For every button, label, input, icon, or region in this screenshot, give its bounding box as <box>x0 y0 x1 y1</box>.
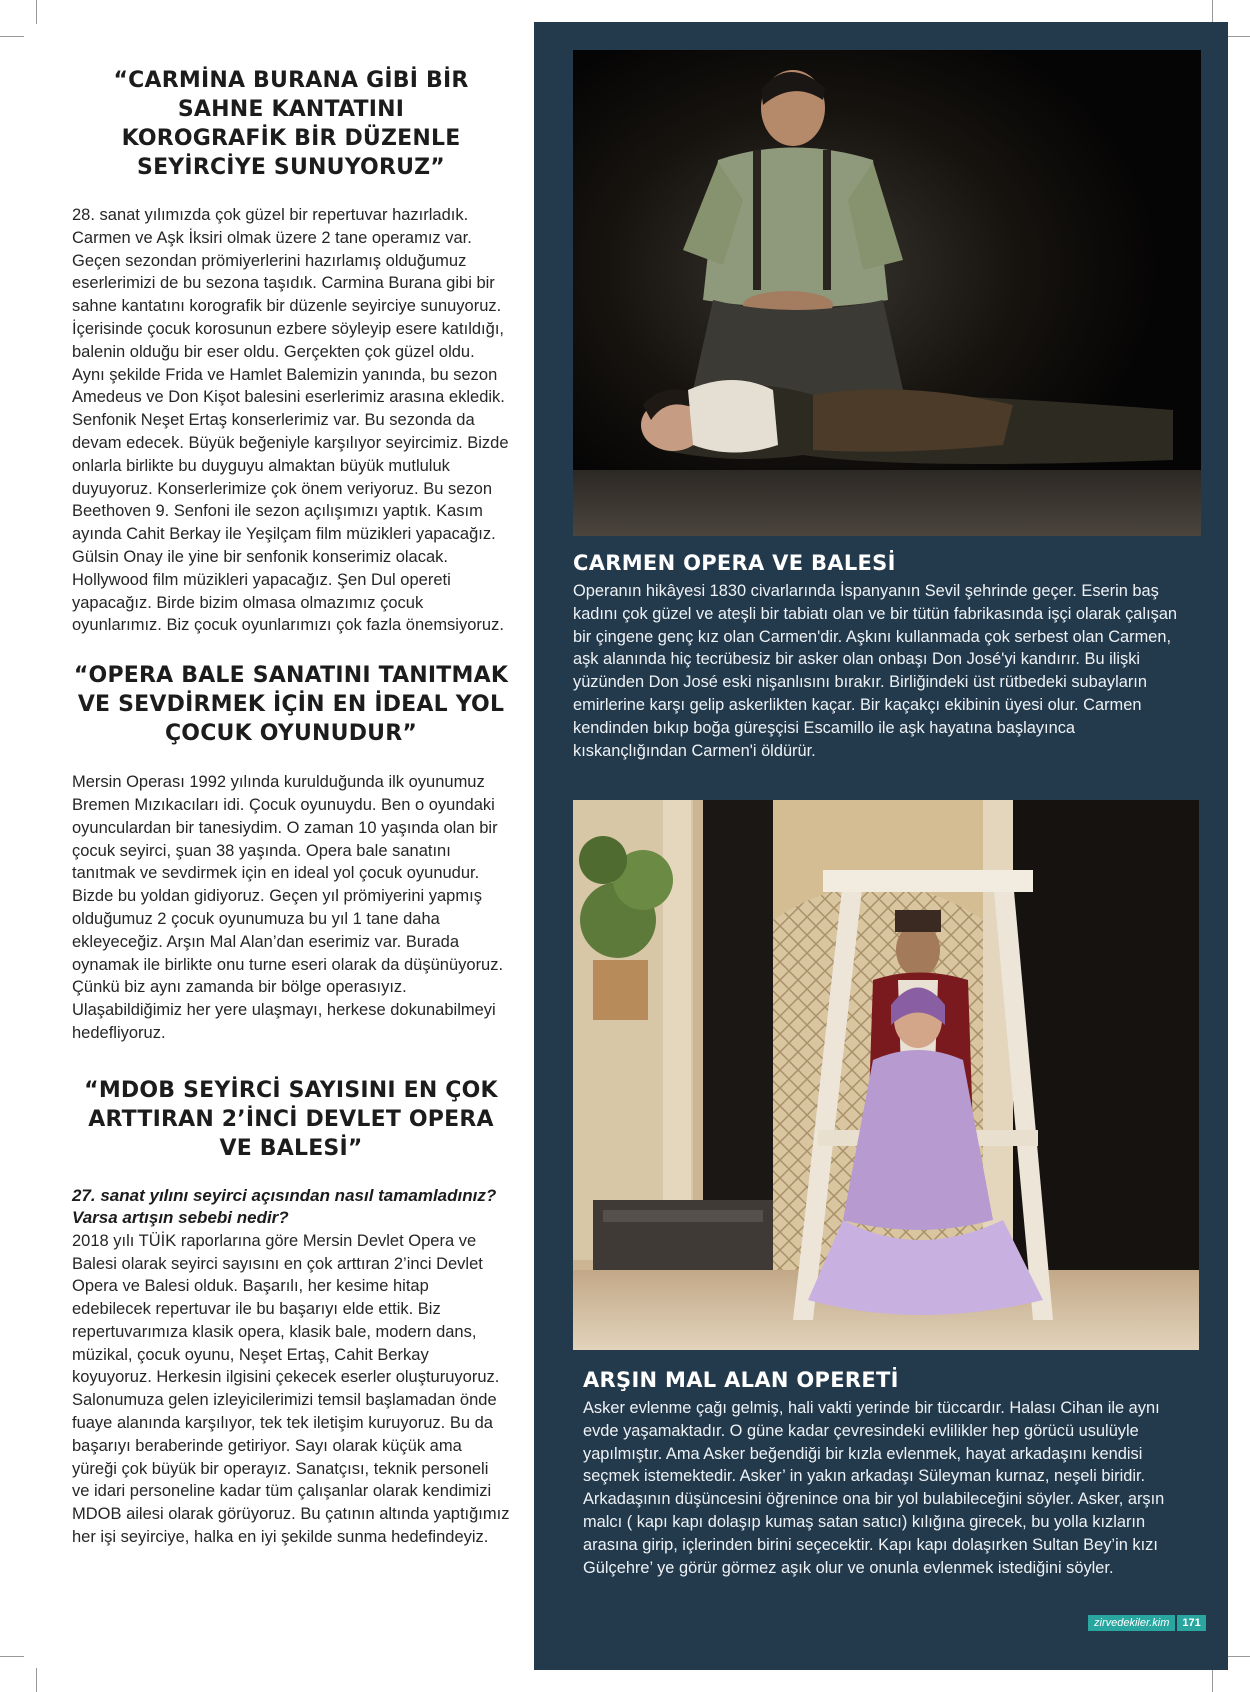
carmen-photo-illustration <box>573 50 1201 536</box>
crop-mark <box>1212 0 1213 24</box>
arsin-photo-illustration <box>573 800 1199 1350</box>
section-heading-children-plays: “OPERA BALE SANATINI TANITMAK VE SEVDİRMEK İÇİN EN İDEAL YOL ÇOCUK OYUNUDUR” <box>73 663 509 747</box>
crop-mark <box>1226 36 1250 37</box>
carmen-synopsis: Operanın hikâyesi 1830 civarlarında İspanyanın Sevil şehrinde geçer. Eserin baş kadını çok güzel ve ateşli bir tabiatı olan ve bir tütün fabrikasında işçi olarak çalışan bir çingene genç kız olan Carmen'dir. Aşkını kullanmada çok serbest olan Carmen, aşk alanında hiç tecrübesiz bir asker olan onbaşı Don José'yi kandırır. Bu ilişki yüzünden Don José eski nişanlısını bırakır. Birliğindeki üst rütbedeki subayların emirlerine karşı gelip askerlikten kaçar. Bir kaçakçı ekibinin üyesi olur. Carmen kendinden bıkıp boğa güreşçisi Escamillo ile aşk hayatına başlayınca kıskançlığından Carmen'i öldürür. <box>573 582 1178 760</box>
paragraph-mersin-opera-history: Mersin Operası 1992 yılında kurulduğunda ilk oyunumuz Bremen Mızıkacıları idi. Çocuk oyunuydu. Ben o oyundaki oyunculardan bir tanesiydim. O zaman 10 yaşında olan bir çocuk seyirci, şuan 38 yaşında. Opera bale sanatını tanıtmak ve sevdirmek için en ideal yol çocuk oyunudur. Bizde bu yoldan gidiyoruz. Geçen yıl prömiyerini yapmış olduğumuz 2 çocuk oyunumuza bu yıl 1 tane daha ekleyeceğiz. Arşın Mal Alan’dan eserimiz var. Burada oynamak ile birlikte onu turne eseri olarak da düşünüyoruz. Çünkü biz aynı zamanda bir bölge operasıyız. Ulaşabildiğimiz her yere ulaşmayı, herkese dokunabilmeyi hedefliyoruz. <box>72 773 504 1042</box>
article-left-column <box>72 66 510 1549</box>
crop-mark <box>36 1668 37 1692</box>
carmen-title: CARMEN OPERA VE BALESİ <box>573 551 896 575</box>
crop-mark <box>0 1656 24 1657</box>
paragraph-repertoire: 28. sanat yılımızda çok güzel bir repertuvar hazırladık. Carmen ve Aşk İksiri olmak üzere 2 tane operamız var. Geçen sezondan prömiyerlerini hazırlamış olduğumuz eserlerimizi de bu sezona taşıdık. Carmina Burana gibi bir sahne kantatını korografik bir düzenle seyirciye sunuyoruz. İçerisinde çocuk korosunun ezbere söyleyip esere katıldığı, balenin olduğu bir eser oldu. Gerçekten çok güzel oldu. Aynı şekilde Frida ve Hamlet Balemizin yanında, bu sezon Amedeus ve Don Kişot balesini eserlerimiz arasına ekledik. Senfonik Neşet Ertaş konserlerimiz var. Bu sezonda da devam edecek. Büyük beğeniyle karşılıyor seyircimiz. Bizde onlarla birlikte bu duyguyu almaktan büyük mutluluk duyuyoruz. Konserlerimize çok önem veriyoruz. Bu sezon Beethoven 9. Senfoni ile sezon açılışımızı yaptık. Kasım ayında Cahit Berkay ile Yeşilçam film müzikleri yapacağız. Gülsin Onay ile yine bir senfonik konserimiz olacak. Hollywood film müzikleri yapacağız. Şen Dul opereti yapacağız. Birde bizim olmasa olmazımız çocuk oyunlarımız. Biz çocuk oyunlarımızı çok fazla önemsiyoruz. <box>72 206 509 635</box>
section-heading-audience-growth: “MDOB SEYİRCİ SAYISINI EN ÇOK ARTTIRAN 2’İNCİ DEVLET OPERA VE BALESİ” <box>84 1077 498 1161</box>
carmen-stage-photo <box>573 50 1201 536</box>
arsin-mal-alan-stage-photo <box>573 800 1199 1350</box>
arsin-mal-alan-synopsis: Asker evlenme çağı gelmiş, hali vakti yerinde bir tüccardır. Halası Cihan ile aynı evde yaşamaktadır. O güne kadar çevresindeki evlilikler hep görücü usulüyle yapılmıştır. Ama Asker beğendiği bir kızla evlenmek, hayat arkadaşını kendisi seçmek istemektedir. Asker’ in yakın arkadaşı Süleyman kurnaz, neşeli biridir. Arkadaşının düşüncesini öğrenince ona bir yol bulabileceğini söyler. Asker, arşın malcı ( kapı kapı dolaşıp kumaş satan satıcı) kılığına girecek, bu yolla kızların arasına girip, içlerinden birini seçecektir. Kapı kapı dolaşırken Sultan Bey’in kızı Gülçehre’ ye görür görmez aşık olur ve onunla evlenmek istediğini söyler. <box>583 1399 1165 1577</box>
section-heading-carmina: “CARMİNA BURANA GİBİ BİR SAHNE KANTATINI KOROGRAFİK BİR DÜZENLE SEYİRCİYE SUNUYORUZ” <box>113 68 469 180</box>
crop-mark <box>1226 1656 1250 1657</box>
crop-mark <box>0 36 24 37</box>
arsin-mal-alan-title: ARŞIN MAL ALAN OPERETİ <box>583 1368 899 1392</box>
crop-mark <box>1212 1668 1213 1692</box>
crop-mark <box>36 0 37 24</box>
page-footer <box>1088 1614 1206 1632</box>
interview-question: 27. sanat yılını seyirci açısından nasıl tamamladınız? Varsa artışın sebebi nedir? <box>72 1185 497 1228</box>
page-number: 171 <box>1177 1615 1205 1631</box>
paragraph-audience-answer: 2018 yılı TÜİK raporlarına göre Mersin Devlet Opera ve Balesi olarak seyirci sayısını en çok arttıran 2’inci Devlet Opera ve Balesi olduk. Başarılı, her kesime hitap edebilecek repertuvar ile bu başarıyı elde ettik. Biz repertuvarımıza klasik opera, klasik bale, modern dans, müzikal, çocuk oyunu, Neşet Ertaş, Cahit Berkay koyuyoruz. Herkesin ilgisini çekecek eserler oluşturuyoruz. Salonumuza gelen izleyicilerimizi temsil başlamadan önde fuaye alanında karşılıyor, tek tek iletişim kuruyoruz. Bu da başarıyı beraberinde getiriyor. Sayı olarak küçük ama yüreği çok büyük bir operayız. Sanatçısı, teknik personeli ve idari personeline kadar tüm çalışanlar olarak kendimizi MDOB ailesi olarak görüyoruz. Bu çatının altında yaptığımız her işi seyirciye, halka en iyi şekilde sunma hedefindeyiz. <box>72 1231 510 1547</box>
website-label: zirvedekiler.kim <box>1088 1615 1175 1631</box>
